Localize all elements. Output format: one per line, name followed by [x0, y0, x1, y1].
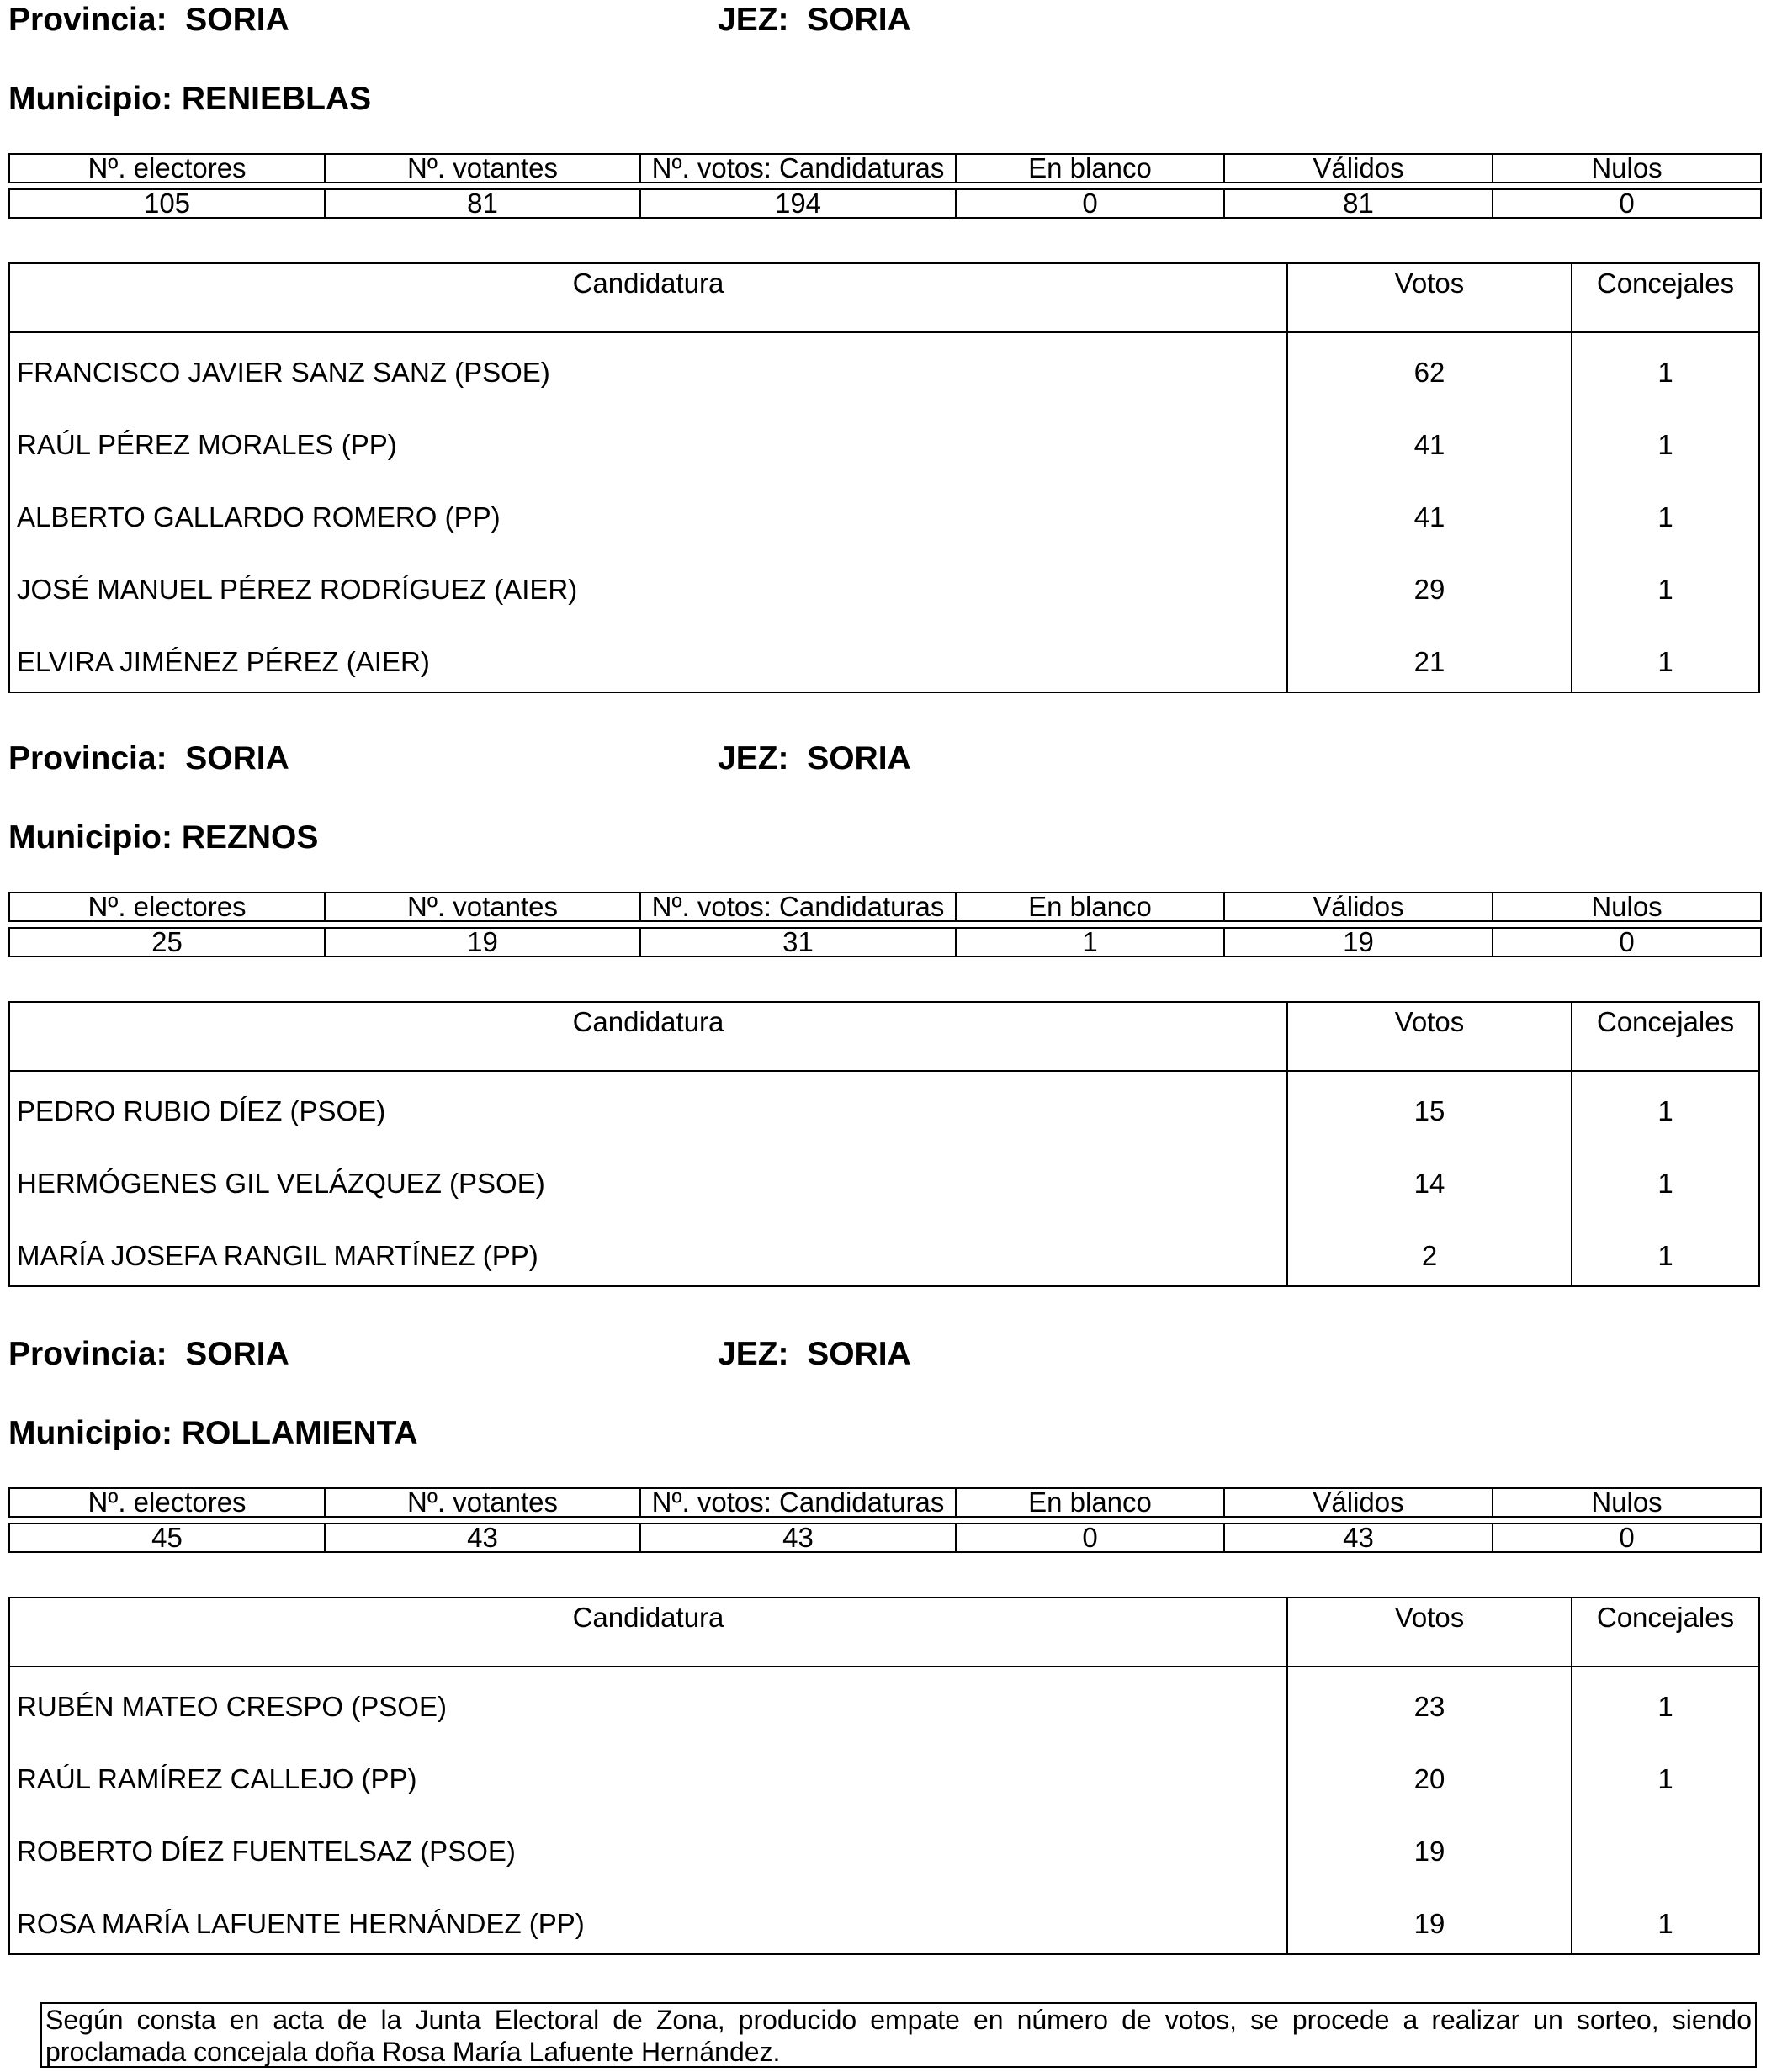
candidate-name: HERMÓGENES GIL VELÁZQUEZ (PSOE) [17, 1168, 545, 1199]
stats-value: 1 [956, 928, 1224, 957]
candidate-name: RAÚL RAMÍREZ CALLEJO (PP) [17, 1763, 417, 1794]
stats-value: 105 [9, 189, 325, 218]
table-row [10, 1740, 1758, 1812]
stats-value: 43 [640, 1524, 956, 1552]
provincia-value: SORIA [185, 740, 289, 776]
candidate-name: ALBERTO GALLARDO ROMERO (PP) [17, 501, 501, 533]
table-row [10, 623, 1758, 695]
municipio-value: ROLLAMIENTA [181, 1415, 418, 1451]
candidate-concejales: 1 [1657, 357, 1673, 388]
stats-table [8, 153, 1762, 219]
stats-value: 31 [640, 928, 956, 957]
stats-header: Válidos [1224, 154, 1493, 183]
candidates-table [8, 262, 1760, 693]
candidate-name: ROBERTO DÍEZ FUENTELSAZ (PSOE) [17, 1836, 516, 1867]
candidate-votes: 14 [1413, 1168, 1445, 1199]
candidate-name: RAÚL PÉREZ MORALES (PP) [17, 429, 397, 460]
candidates-header [10, 1003, 1758, 1072]
concejales-header: Concejales [1596, 1602, 1735, 1633]
stats-header: Nº. electores [9, 154, 325, 183]
candidates-table [8, 1001, 1760, 1287]
stats-value: 19 [1224, 928, 1493, 957]
stats-header: Nulos [1493, 154, 1761, 183]
table-row [10, 405, 1758, 478]
candidate-name: RUBÉN MATEO CRESPO (PSOE) [17, 1691, 447, 1722]
stats-header: Válidos [1224, 1488, 1493, 1517]
stats-value: 43 [1224, 1524, 1493, 1552]
table-row [10, 550, 1758, 623]
stats-header: Nº. votos: Candidaturas [640, 154, 956, 183]
candidate-votes: 41 [1413, 429, 1445, 460]
stats-table [8, 1487, 1762, 1553]
candidate-votes: 29 [1413, 574, 1445, 605]
provincia-label: Provincia: [8, 740, 167, 776]
candidate-votes: 62 [1413, 357, 1445, 388]
stats-header: Nº. votantes [325, 1488, 640, 1517]
candidate-votes: 23 [1413, 1691, 1445, 1722]
jez-line [718, 1336, 911, 1373]
jez-value: SORIA [807, 1336, 911, 1372]
candidate-concejales: 1 [1657, 429, 1673, 460]
provincia-line [8, 740, 289, 777]
jez-label: JEZ: [718, 2, 789, 38]
candidate-concejales: 1 [1657, 574, 1673, 605]
stats-value: 19 [325, 928, 640, 957]
candidate-name: PEDRO RUBIO DÍEZ (PSOE) [17, 1095, 386, 1126]
tie-break-note: Según consta en acta de la Junta Electoral de Zona, producido empate en número de votos, se procede a realizar un sorteo, siendo proclamada concejala doña Rosa María Lafuente Hernández. [40, 2002, 1757, 2068]
jez-label: JEZ: [718, 740, 789, 776]
stats-header: Nº. votantes [325, 893, 640, 921]
candidate-concejales: 1 [1657, 1095, 1673, 1126]
candidatura-header: Candidatura [572, 1602, 724, 1633]
municipio-label: Municipio: [8, 81, 172, 117]
votos-header: Votos [1394, 1006, 1465, 1037]
candidate-votes: 21 [1413, 646, 1445, 677]
candidate-concejales: 1 [1657, 1240, 1673, 1271]
provincia-value: SORIA [185, 2, 289, 38]
stats-header: Nº. electores [9, 1488, 325, 1517]
jez-line [718, 740, 911, 777]
table-row [10, 1072, 1758, 1144]
candidate-votes: 19 [1413, 1836, 1445, 1867]
stats-value: 0 [956, 1524, 1224, 1552]
provincia-label: Provincia: [8, 2, 167, 38]
stats-header: En blanco [956, 1488, 1224, 1517]
candidate-concejales: 1 [1657, 646, 1673, 677]
jez-value: SORIA [807, 2, 911, 38]
candidates-header [10, 264, 1758, 333]
candidate-name: ELVIRA JIMÉNEZ PÉREZ (AIER) [17, 646, 430, 677]
candidate-votes: 20 [1413, 1763, 1445, 1794]
table-row [10, 1812, 1758, 1884]
table-row [10, 1667, 1758, 1740]
candidate-name: JOSÉ MANUEL PÉREZ RODRÍGUEZ (AIER) [17, 574, 578, 605]
municipio-label: Municipio: [8, 819, 172, 856]
provincia-line [8, 1336, 289, 1373]
table-row [10, 478, 1758, 550]
stats-header: Nulos [1493, 1488, 1761, 1517]
candidate-votes: 19 [1413, 1908, 1445, 1939]
stats-header: Nº. votantes [325, 154, 640, 183]
stats-value: 45 [9, 1524, 325, 1552]
stats-value: 0 [1493, 928, 1761, 957]
stats-value: 0 [1493, 189, 1761, 218]
candidate-name: MARÍA JOSEFA RANGIL MARTÍNEZ (PP) [17, 1240, 538, 1271]
candidate-concejales: 1 [1657, 1908, 1673, 1939]
candidate-name: ROSA MARÍA LAFUENTE HERNÁNDEZ (PP) [17, 1908, 585, 1939]
votos-header: Votos [1394, 268, 1465, 299]
jez-value: SORIA [807, 740, 911, 776]
stats-value: 25 [9, 928, 325, 957]
votos-header: Votos [1394, 1602, 1465, 1633]
stats-header: Nulos [1493, 893, 1761, 921]
stats-value: 0 [956, 189, 1224, 218]
jez-line [718, 2, 911, 39]
provincia-value: SORIA [185, 1336, 289, 1372]
table-row [10, 333, 1758, 405]
candidate-concejales: 1 [1657, 501, 1673, 533]
candidate-name: FRANCISCO JAVIER SANZ SANZ (PSOE) [17, 357, 550, 388]
municipio-line [8, 1415, 418, 1452]
candidatura-header: Candidatura [572, 268, 724, 299]
provincia-line [8, 2, 289, 39]
stats-value: 194 [640, 189, 956, 218]
stats-value: 81 [325, 189, 640, 218]
stats-table [8, 892, 1762, 957]
candidate-votes: 2 [1421, 1240, 1438, 1271]
candidate-concejales: 1 [1657, 1691, 1673, 1722]
candidate-concejales: 1 [1657, 1168, 1673, 1199]
concejales-header: Concejales [1596, 268, 1735, 299]
stats-header: En blanco [956, 893, 1224, 921]
jez-label: JEZ: [718, 1336, 789, 1372]
table-row [10, 1884, 1758, 1957]
candidate-votes: 41 [1413, 501, 1445, 533]
municipio-value: REZNOS [181, 819, 319, 856]
municipio-label: Municipio: [8, 1415, 172, 1451]
stats-value: 0 [1493, 1524, 1761, 1552]
table-row [10, 1144, 1758, 1216]
candidates-header [10, 1598, 1758, 1667]
provincia-label: Provincia: [8, 1336, 167, 1372]
municipio-value: RENIEBLAS [181, 81, 372, 117]
candidates-table [8, 1597, 1760, 1955]
candidate-votes: 15 [1413, 1095, 1445, 1126]
municipio-line [8, 819, 318, 856]
municipio-line [8, 81, 371, 118]
stats-header: En blanco [956, 154, 1224, 183]
stats-header: Nº. electores [9, 893, 325, 921]
stats-header: Nº. votos: Candidaturas [640, 1488, 956, 1517]
stats-header: Nº. votos: Candidaturas [640, 893, 956, 921]
candidate-concejales: 1 [1657, 1763, 1673, 1794]
stats-header: Válidos [1224, 893, 1493, 921]
concejales-header: Concejales [1596, 1006, 1735, 1037]
candidatura-header: Candidatura [572, 1006, 724, 1037]
stats-value: 81 [1224, 189, 1493, 218]
stats-value: 43 [325, 1524, 640, 1552]
table-row [10, 1216, 1758, 1289]
